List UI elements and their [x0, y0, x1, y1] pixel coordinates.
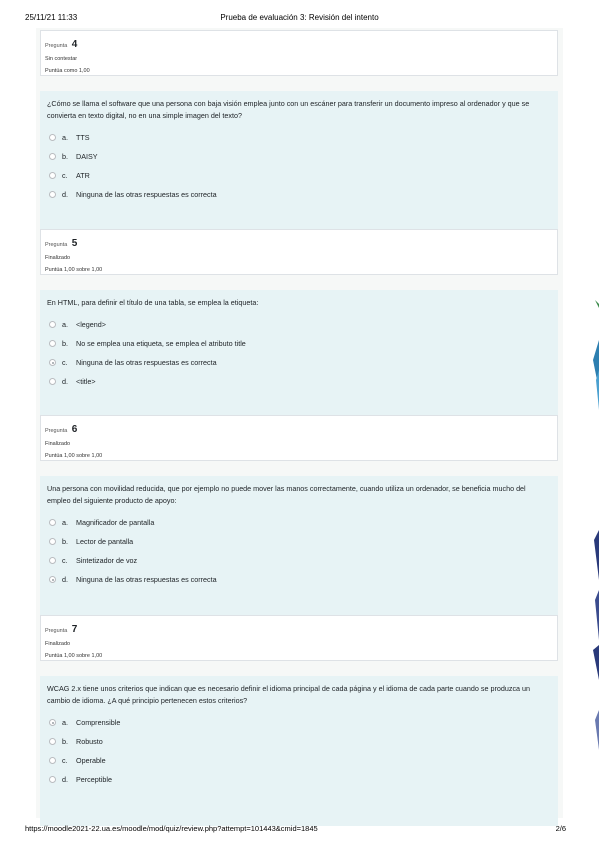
answer-option-c[interactable] [47, 166, 551, 185]
print-date: 25/11/21 11:33 [25, 13, 78, 22]
radio-button[interactable] [49, 776, 56, 783]
answer-text: DAISY [76, 152, 98, 161]
question-text: ¿Cómo se llama el software que una persona con baja visión emplea junto con un escáner para transferir un documento impreso al ordenador y que se convierta en texto digital, no en una simple imagen del texto? [47, 99, 530, 120]
answer-letter: a. [62, 718, 68, 727]
question-number: 4 [71, 39, 78, 50]
answer-text: Robusto [76, 737, 103, 746]
answer-text: No se emplea una etiqueta, se emplea el atributo title [76, 339, 246, 348]
question-text: En HTML, para definir el título de una tabla, se emplea la etiqueta: [47, 298, 259, 307]
answer-text: Ninguna de las otras respuestas es correcta [76, 575, 217, 584]
answer-option-c[interactable] [47, 353, 551, 372]
question-grade: Puntúa 1,00 sobre 1,00 [45, 453, 103, 459]
print-title: Prueba de evaluación 3: Revisión del intento [220, 13, 379, 22]
answer-text: Sintetizador de voz [76, 556, 138, 565]
question-state: Finalizado [45, 255, 71, 261]
answer-option-b[interactable] [47, 732, 551, 751]
answer-option-a[interactable] [47, 713, 551, 732]
radio-button[interactable] [49, 557, 56, 564]
answer-option-b[interactable] [47, 532, 551, 551]
question-state: Finalizado [45, 641, 71, 647]
answer-option-d[interactable] [47, 372, 551, 391]
question-content-7 [40, 676, 558, 826]
question-text: WCAG 2.x tiene unos criterios que indican que es necesario definir el idioma principal de cada página y el idioma de cada parte cuando se produzca un cambio de idioma. ¿A qué principio pertenecen estos criterios? [47, 684, 531, 705]
answer-letter: b. [62, 152, 68, 161]
answer-option-c[interactable] [47, 551, 551, 570]
answer-letter: c. [62, 358, 68, 367]
answer-text: <title> [76, 377, 96, 386]
radio-button-selected[interactable] [49, 359, 56, 366]
question-grade: Puntúa 1,00 sobre 1,00 [45, 653, 103, 659]
answer-letter: c. [62, 556, 68, 565]
answer-option-a[interactable] [47, 315, 551, 334]
answer-text: Lector de pantalla [76, 537, 134, 546]
answer-letter: d. [62, 575, 68, 584]
answer-letter: b. [62, 339, 68, 348]
question-number: 5 [71, 238, 78, 249]
radio-button[interactable] [49, 134, 56, 141]
radio-button[interactable] [49, 172, 56, 179]
answer-text: Ninguna de las otras respuestas es correcta [76, 190, 217, 199]
answer-letter: a. [62, 320, 68, 329]
question-state: Finalizado [45, 441, 71, 447]
answer-text: Ninguna de las otras respuestas es correcta [76, 358, 217, 367]
page-number: 2/6 [555, 824, 566, 833]
quiz-review-area [36, 28, 563, 818]
question-grade: Puntúa 1,00 sobre 1,00 [45, 267, 103, 273]
answer-text: Perceptible [76, 775, 112, 784]
answer-letter: d. [62, 190, 68, 199]
answer-letter: a. [62, 518, 68, 527]
radio-button[interactable] [49, 757, 56, 764]
answer-text: Comprensible [76, 718, 121, 727]
radio-button[interactable] [49, 538, 56, 545]
answer-option-a[interactable] [47, 128, 551, 147]
answer-letter: c. [62, 756, 68, 765]
answer-letter: b. [62, 737, 68, 746]
answer-option-d[interactable] [47, 570, 551, 589]
question-label: Pregunta [45, 428, 68, 434]
answer-text: Magnificador de pantalla [76, 518, 155, 527]
radio-button-selected[interactable] [49, 576, 56, 583]
question-number: 6 [71, 424, 78, 435]
question-info-4 [40, 30, 558, 76]
answer-letter: d. [62, 377, 68, 386]
answer-option-d[interactable] [47, 185, 551, 204]
question-number: 7 [71, 624, 78, 635]
answer-text: ATR [76, 171, 90, 180]
question-content-4 [40, 91, 558, 239]
answer-option-b[interactable] [47, 334, 551, 353]
question-grade: Puntúa como 1,00 [45, 68, 90, 74]
answer-option-d[interactable] [47, 770, 551, 789]
radio-button[interactable] [49, 321, 56, 328]
radio-button-selected[interactable] [49, 719, 56, 726]
answer-letter: d. [62, 775, 68, 784]
question-label: Pregunta [45, 242, 68, 248]
question-info-5 [40, 229, 558, 275]
question-content-5 [40, 290, 558, 428]
radio-button[interactable] [49, 153, 56, 160]
question-info-7 [40, 615, 558, 661]
answer-option-b[interactable] [47, 147, 551, 166]
answer-letter: b. [62, 537, 68, 546]
radio-button[interactable] [49, 738, 56, 745]
radio-button[interactable] [49, 519, 56, 526]
page-url: https://moodle2021-22.ua.es/moodle/mod/quiz/review.php?attempt=101443&cmid=1845 [25, 824, 318, 833]
radio-button[interactable] [49, 378, 56, 385]
question-label: Pregunta [45, 43, 68, 49]
answer-letter: a. [62, 133, 68, 142]
answer-option-c[interactable] [47, 751, 551, 770]
background-decoration [589, 300, 599, 830]
answer-text: Operable [76, 756, 106, 765]
answer-text: TTS [76, 133, 90, 142]
answer-option-a[interactable] [47, 513, 551, 532]
print-header [25, 13, 574, 27]
question-content-6 [40, 476, 558, 626]
answer-text: <legend> [76, 320, 106, 329]
question-label: Pregunta [45, 628, 68, 634]
question-info-6 [40, 415, 558, 461]
question-state: Sin contestar [45, 56, 78, 62]
question-text: Una persona con movilidad reducida, que por ejemplo no puede mover las manos correctamente, cuando utiliza un ordenador, se beneficia mucho del empleo del siguiente producto de apoyo: [47, 484, 526, 505]
radio-button[interactable] [49, 191, 56, 198]
radio-button[interactable] [49, 340, 56, 347]
answer-letter: c. [62, 171, 68, 180]
